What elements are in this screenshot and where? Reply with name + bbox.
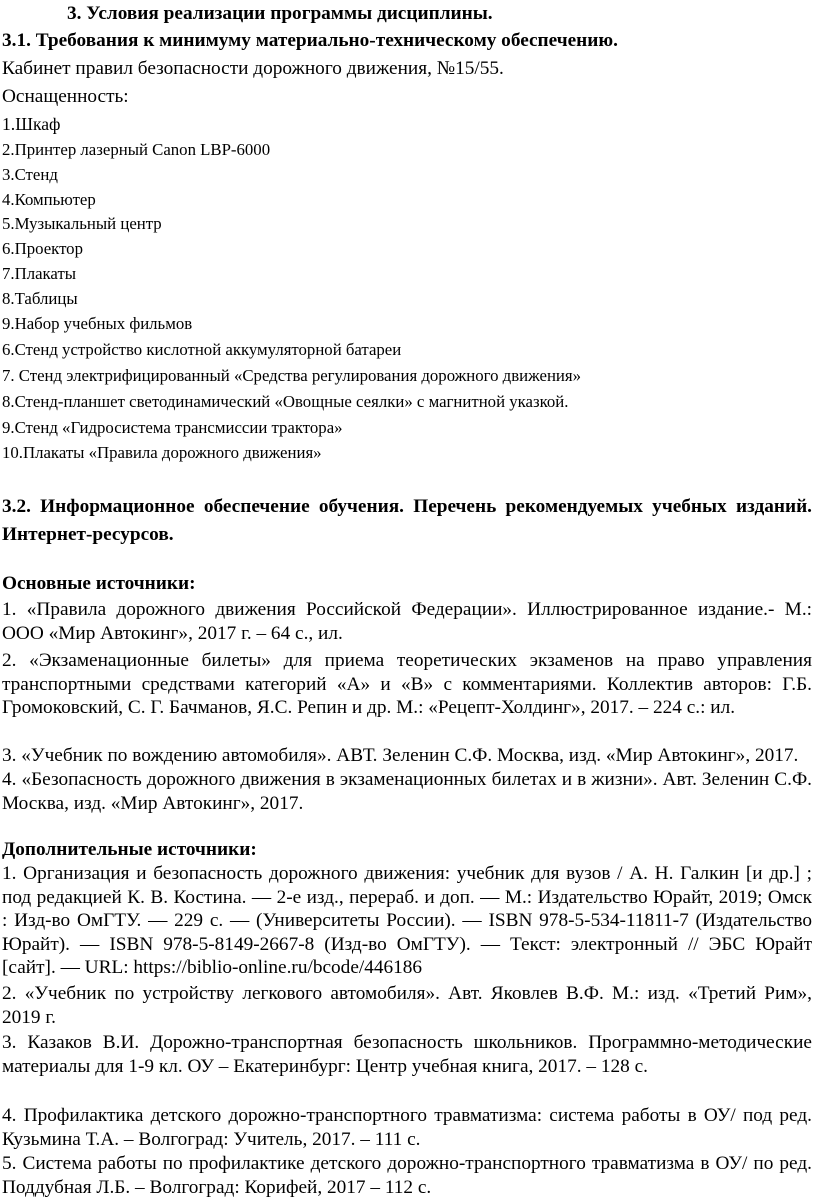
list-item: 4. Профилактика детского дорожно-транспортного травматизма: система работы в ОУ/ под ред. Кузьмина Т.А. – Волгоград: Учитель, 2017. – 111 с. (2, 1105, 812, 1150)
list-item: 1.Шкаф (2, 114, 61, 134)
extra-sources-heading: Дополнительные источники: (2, 839, 257, 860)
list-item: 7. Стенд электрифицированный «Средства регулирования дорожного движения» (2, 366, 582, 385)
list-item: 6.Проектор (2, 239, 83, 258)
list-item: 9.Стенд «Гидросистема трансмиссии трактора» (2, 418, 343, 437)
list-item: 2. «Учебник по устройству легкового автомобиля». Авт. Яковлев В.Ф. М.: изд. «Третий Рим», 2019 г. (2, 983, 812, 1028)
list-item: 4.Компьютер (2, 190, 96, 209)
list-item: 6.Стенд устройство кислотной аккумуляторной батареи (2, 340, 402, 359)
list-item: 8.Таблицы (2, 289, 78, 308)
list-item: 1. «Правила дорожного движения Российской Федерации». Иллюстрированное издание.- М.: ООО «Мир Автокинг», 2017 г. – 64 с., ил. (2, 599, 812, 644)
subsection-title: 3.2. Информационное обеспечение обучения. Перечень рекомендуемых учебных изданий. Интернет-ресурсов. (2, 496, 812, 545)
room-line: Кабинет правил безопасности дорожного движения, №15/55. (2, 58, 504, 79)
list-item: 2. «Экзаменационные билеты» для приема теоретических экзаменов на право управления транспортными средствами категорий «А» и «В» с комментариями. Коллектив авторов: Г.Б. Громоковский, С. Г. Бачманов, Я.С. Репин и др. М.: «Рецепт-Холдинг», 2017. – 224 с.: ил. (2, 650, 812, 718)
list-item: 5. Система работы по профилактике детского дорожно-транспортного травматизма в ОУ/ по ред. Поддубная Л.Б. – Волгоград: Корифей, 2017 – 112 с. (2, 1153, 812, 1198)
list-item: 8.Стенд-планшет светодинамический «Овощные сеялки» с магнитной указкой. (2, 392, 569, 411)
list-item: 5.Музыкальный центр (2, 214, 162, 233)
list-item: 2.Принтер лазерный Canon LBP-6000 (2, 140, 271, 159)
list-item: 3.Стенд (2, 165, 58, 184)
list-item: 9.Набор учебных фильмов (2, 314, 193, 333)
section-title: 3. Условия реализации программы дисциплины. (67, 3, 493, 24)
list-item: 1. Организация и безопасность дорожного движения: учебник для вузов / А. Н. Галкин [и др.] ; под редакцией К. В. Костина. — 2-е изд., перераб. и доп. — М.: Издательство Юрайт, 2019; Омск : Изд-во ОмГТУ. — 229 с. — (Университеты России). — ISBN 978-5-534-11811-7 (Издательство Юрайт). — ISBN 978-5-8149-2667-8 (Изд-во ОмГТУ). — Текст: электронный // ЭБС Юрайт [сайт]. — URL: https://biblio-online.ru/bcode/446186 (2, 863, 812, 978)
equipment-heading: Оснащенность: (2, 86, 129, 107)
list-item: 10.Плакаты «Правила дорожного движения» (2, 443, 322, 462)
list-item: 3. Казаков В.И. Дорожно-транспортная безопасность школьников. Программно-методические материалы для 1-9 кл. ОУ – Екатеринбург: Центр учебная книга, 2017. – 128 с. (2, 1032, 812, 1077)
list-item: 4. «Безопасность дорожного движения в экзаменационных билетах и в жизни». Авт. Зеленин С.Ф. Москва, изд. «Мир Автокинг», 2017. (2, 769, 812, 814)
list-item: 7.Плакаты (2, 264, 77, 283)
subsection-title: 3.1. Требования к минимуму материально-техническому обеспечению. (2, 30, 618, 51)
main-sources-heading: Основные источники: (2, 573, 196, 594)
list-item: 3. «Учебник по вождению автомобиля». АВТ. Зеленин С.Ф. Москва, изд. «Мир Автокинг», 2017. (2, 745, 799, 766)
